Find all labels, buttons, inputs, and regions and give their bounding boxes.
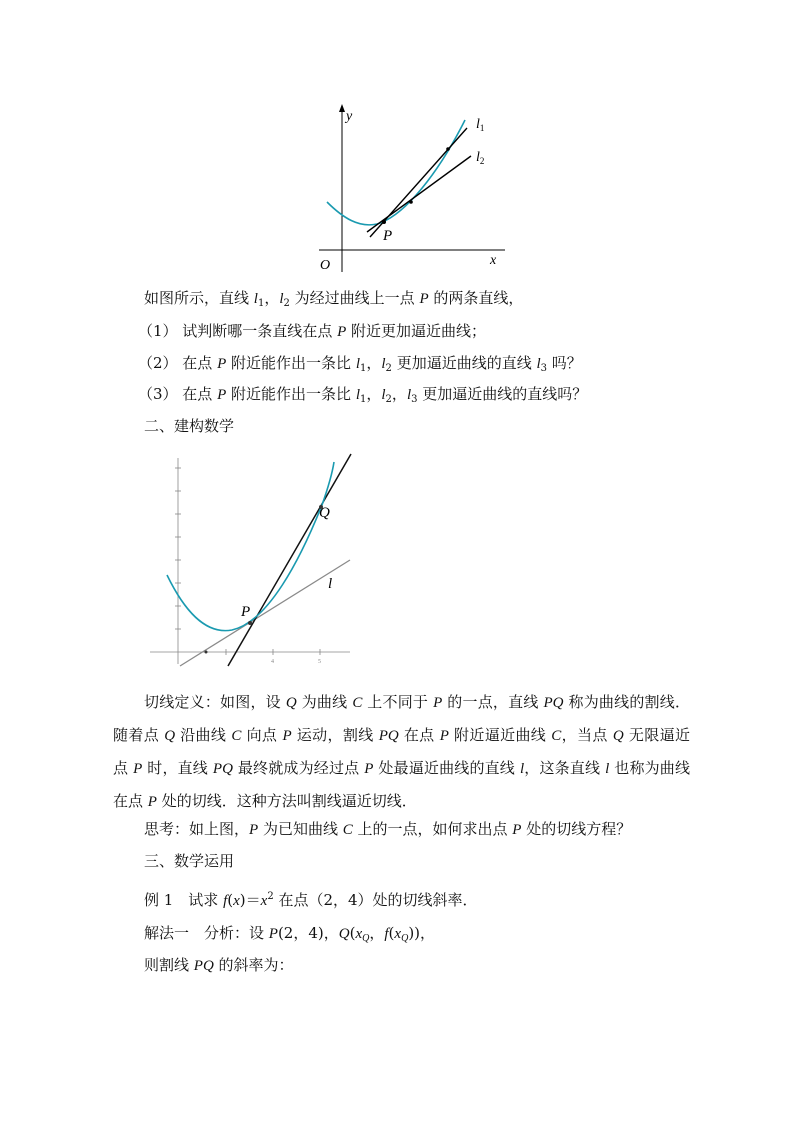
x-label: x [490, 253, 497, 268]
slope-line: 则割线 PQ 的斜率为： [144, 956, 294, 974]
tangent-line-l [180, 560, 350, 666]
axis-point [205, 651, 208, 654]
question-1: （1） 试判断哪一条直线在点 P 附近更加逼近曲线； [138, 322, 487, 340]
point-p [382, 220, 386, 224]
section-3-title: 三、数学运用 [144, 852, 235, 870]
y-label: y [346, 109, 353, 124]
x-tick-4: 4 [271, 659, 274, 665]
x-tick-5: 5 [318, 659, 321, 665]
l1-label: $l_1$ [476, 117, 485, 133]
point-on-l2 [409, 200, 413, 204]
curve-c [327, 120, 465, 225]
secant-line-pq [228, 454, 351, 666]
figure-two-lines [315, 100, 505, 275]
figure-secant-tangent-svg [150, 450, 360, 672]
q-label: Q [319, 505, 330, 521]
p-label: P [241, 604, 251, 620]
point-on-l1 [446, 147, 450, 151]
tangent-definition: 切线定义：如图，设 Q 为曲线 C 上不同于 P 的一点，直线 PQ 称为曲线的割线．随着点 Q 沿曲线 C 向点 P 运动，割线 PQ 在点 P 附近逼近曲线 C，当点 Q 无限逼近点 P 时，直线 PQ 最终就成为经过点 P 处最逼近曲线的直线 l，这条直线 l 也称为曲线在点 P 处的切线．这种方法叫割线逼近切线． [113, 693, 690, 810]
question-3: （3） 在点 P 附近能作出一条比 $l_1$，$l_2$，$l_3$ 更加逼近曲线的直线吗？ [138, 385, 588, 405]
origin-label: O [320, 258, 331, 273]
solution-line: 解法一 分析：设 P(2，4)，$Q(x_Q$，$f(x_Q)$)， [144, 924, 436, 944]
question-2: （2） 在点 P 附近能作出一条比 $l_1$，$l_2$ 更加逼近曲线的直线 $l_3$ 吗？ [138, 354, 582, 374]
point-p [248, 621, 252, 625]
example-1: 例 1 试求 $f(x)=x^2$ 在点（2，4）处的切线斜率． [144, 891, 478, 909]
figure-secant-tangent [150, 450, 360, 672]
curve-c [167, 462, 334, 631]
p-label: P [383, 228, 393, 244]
l2-label: $l_2$ [476, 150, 485, 166]
l-label: l [328, 576, 333, 592]
y-axis-arrow [339, 104, 345, 112]
figure-two-lines-svg [315, 100, 505, 275]
think-question: 思考：如上图，P 为已知曲线 C 上的一点，如何求出点 P 处的切线方程？ [144, 820, 632, 838]
section-2-title: 二、建构数学 [144, 417, 235, 435]
intro-line: 如图所示，直线 $l_1$，$l_2$ 为经过曲线上一点 P 的两条直线， [144, 289, 524, 309]
